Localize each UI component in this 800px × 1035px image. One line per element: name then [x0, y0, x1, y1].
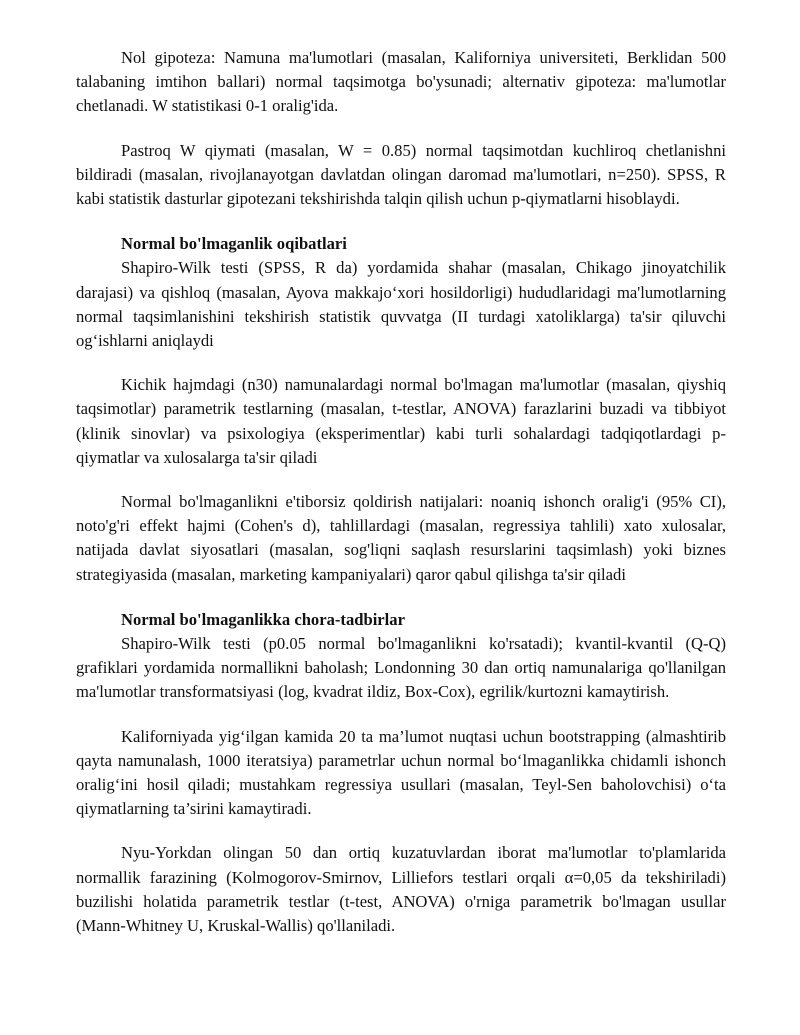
paragraph-ignoring-non-normality: Normal bo'lmaganlikni e'tiborsiz qoldirish natijalari: noaniq ishonch oralig'i (95% CI), noto'g'ri effekt hajmi (Cohen's d), tahlillardagi (masalan, regressiya tahlili) xato xulosalar, natijada davlat siyosatlari (masalan, sog'liqni saqlash resurslarini taqsimlash) yoki biznes strategiyasida (masalan, marketing kampaniyalari) qaror qabul qilishga ta'sir qiladi: [76, 492, 726, 584]
paragraph-low-w-value: Pastroq W qiymati (masalan, W = 0.85) normal taqsimotdan kuchliroq chetlanishni bildiradi (masalan, rivojlanayotgan davlatdan olingan daromad ma'lumotlari, n=250). SPSS, R kabi statistik dasturlar gipotezani tekshirishda talqin qilish uchun p-qiymatlarni hisoblaydi.: [76, 140, 726, 209]
paragraph-small-samples: Kichik hajmdagi (n30) namunalardagi normal bo'lmagan ma'lumotlar (masalan, qiyshiq taqsimotlar) parametrik testlarning (masalan, t-testlar, ANOVA) farazlarini buzadi va tibbiyot (klinik sinovlar) va psixologiya (eksperimentlar) kabi turli sohalardagi tadqiqotlardagi p-qiymatlar va xulosalarga ta'sir qiladi: [76, 375, 726, 467]
paragraph-shapiro-wilk-regions: Shapiro-Wilk testi (SPSS, R da) yordamida shahar (masalan, Chikago jinoyatchilik darajasi) va qishloq (masalan, Ayova makkajo‘xori hosildorligi) hududlaridagi ma'lumotlarning normal taqsimlanishini tekshirish statistik quvvatga (II turdagi xatoliklarga) ta'sir qiluvchi og‘ishlarni aniqlaydi: [76, 258, 726, 351]
paragraph-transformations: Shapiro-Wilk testi (p0.05 normal bo'lmaganlikni ko'rsatadi); kvantil-kvantil (Q-Q) grafiklari yordamida normallikni baholash; Londonning 30 dan ortiq namunalariga qo'llanilgan ma'lumotlar transformatsiyasi (log, kvadrat ildiz, Box-Cox), egrilik/kurtozni kamaytirish.: [76, 634, 726, 702]
section-heading-remedies: Normal bo'lmaganlikka chora-tadbirlar: [121, 609, 405, 629]
paragraph-nonparametric-methods: Nyu-Yorkdan olingan 50 dan ortiq kuzatuvlardan iborat ma'lumotlar to'plamlarida normallik farazining (Kolmogorov-Smirnov, Lilliefors testlari orqali α=0,05 da tekshiriladi) buzilishi holatida parametrik testlar (t-test, ANOVA) o'rniga parametrik bo'lmagan usullar (Mann-Whitney U, Kruskal-Wallis) qo'llaniladi.: [76, 843, 726, 936]
paragraph-bootstrapping: Kaliforniyada yig‘ilgan kamida 20 ta ma’lumot nuqtasi uchun bootstrapping (almashtirib qayta namunalash, 1000 iteratsiya) parametrlar uchun normal bo‘lmaganlikka chidamli ishonch oralig‘ini hosil qiladi; mustahkam regressiya usullari (masalan, Teyl-Sen baholovchisi) o‘ta qiymatlarning ta’sirini kamaytiradi.: [76, 726, 726, 819]
section-heading-consequences: Normal bo'lmaganlik oqibatlari: [121, 234, 347, 254]
paragraph-null-hypothesis: Nol gipoteza: Namuna ma'lumotlari (masalan, Kaliforniya universiteti, Berklidan 500 talabaning imtihon ballari) normal taqsimotga bo'ysunadi; alternativ gipoteza: ma'lumotlar chetlanadi. W statistikasi 0-1 oralig'ida.: [76, 48, 726, 116]
